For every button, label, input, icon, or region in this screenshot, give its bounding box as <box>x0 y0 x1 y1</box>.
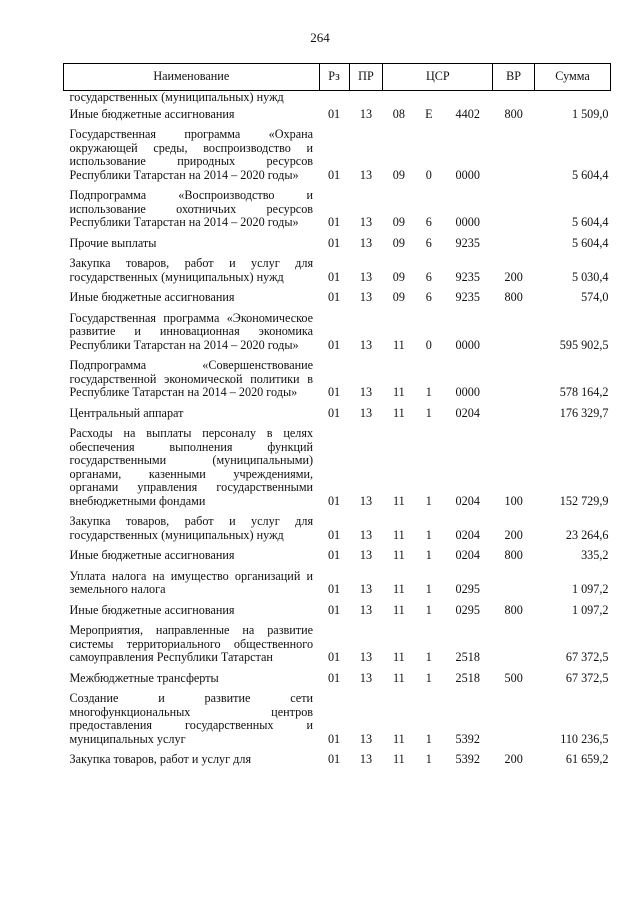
row-rz: 01 <box>327 385 341 399</box>
row-pr: 13 <box>359 215 373 229</box>
row-name: Создание и развитие сети многофункциональных центров предоставления государственных и муниципальных услуг <box>69 691 314 746</box>
row-csr-program: 11 <box>393 731 405 746</box>
row-name: Иные бюджетные ассигнования <box>69 548 235 562</box>
row-name: Подпрограмма «Воспроизводство и использование охотничьих ресурсов Республики Татарстан на 2014 – 2020 годы» <box>69 188 314 229</box>
row-sum: 176 329,7 <box>559 405 609 420</box>
row-pr: 13 <box>359 167 373 182</box>
header-sum: Сумма <box>535 64 611 91</box>
row-name: Межбюджетные трансферты <box>69 670 219 685</box>
row-sum: 152 729,9 <box>559 493 609 508</box>
table-row <box>64 312 611 360</box>
row-csr-subprogram: 1 <box>425 731 432 746</box>
row-csr-program: 11 <box>393 602 405 617</box>
header-rz: Рз <box>319 64 349 91</box>
row-vr: 800 <box>504 548 523 562</box>
row-rz: 01 <box>327 650 341 664</box>
row-csr-subprogram: 6 <box>425 269 432 284</box>
row-csr-program: 11 <box>393 405 405 420</box>
row-csr-code: 4402 <box>455 106 480 121</box>
row-name: Иные бюджетные ассигнования <box>69 602 235 617</box>
table-row <box>64 427 611 515</box>
row-csr-code <box>443 91 493 108</box>
row-name: Прочие выплаты <box>69 235 157 250</box>
row-vr: 200 <box>504 527 523 542</box>
row-name: Государственная программа «Экономическое развитие и инновационная экономика Республики Татарстан на 2014 – 2020 годы» <box>69 310 314 352</box>
row-pr: 13 <box>359 106 373 121</box>
row-csr-subprogram <box>415 91 443 108</box>
row-pr: 13 <box>359 337 373 352</box>
row-csr-subprogram: 0 <box>425 337 432 352</box>
row-rz: 01 <box>327 215 341 229</box>
header-pr: ПР <box>349 64 383 91</box>
table-row <box>64 237 611 258</box>
row-vr <box>493 407 535 428</box>
row-csr-program <box>383 91 415 108</box>
table-row <box>64 604 611 625</box>
row-vr: 500 <box>504 670 523 685</box>
row-sum: 61 659,2 <box>565 752 609 766</box>
budget-table <box>63 63 611 774</box>
row-name: Мероприятия, направленные на развитие системы территориального общественного самоуправления Республики Татарстан <box>69 623 314 664</box>
row-rz: 01 <box>327 548 341 562</box>
row-sum: 67 372,5 <box>565 670 609 685</box>
row-csr-program: 08 <box>392 106 405 121</box>
row-vr <box>493 359 535 407</box>
row-vr: 800 <box>504 602 523 617</box>
row-rz: 01 <box>327 106 341 121</box>
row-vr <box>493 237 535 258</box>
page-number: 264 <box>310 30 330 45</box>
row-sum: 1 097,2 <box>571 582 609 596</box>
row-csr-code: 0000 <box>455 215 480 229</box>
row-csr-program: 09 <box>392 167 405 182</box>
row-vr: 800 <box>504 106 523 121</box>
row-sum: 574,0 <box>581 290 609 304</box>
row-vr: 100 <box>504 493 523 508</box>
row-sum: 5 030,4 <box>571 269 609 284</box>
row-name: Государственная программа «Охрана окружающей среды, воспроизводство и использование природных ресурсов Республики Татарстан на 2014 – 2020 годы» <box>69 127 314 182</box>
row-rz: 01 <box>327 269 341 284</box>
row-sum: 595 902,5 <box>559 337 609 352</box>
row-rz: 01 <box>327 493 341 508</box>
row-csr-code: 9235 <box>455 235 480 250</box>
row-vr <box>493 128 535 189</box>
row-csr-subprogram: 1 <box>425 650 432 664</box>
table-row <box>64 624 611 672</box>
table-row <box>64 570 611 604</box>
row-vr <box>493 189 535 237</box>
row-vr <box>493 570 535 604</box>
row-vr: 200 <box>504 269 523 284</box>
row-pr: 13 <box>359 582 373 596</box>
row-rz: 01 <box>327 602 341 617</box>
table-header-row <box>64 64 611 91</box>
row-pr: 13 <box>359 269 373 284</box>
row-rz: 01 <box>327 527 341 542</box>
row-csr-code: 2518 <box>455 670 480 685</box>
row-name: Уплата налога на имущество организаций и земельного налога <box>69 568 314 596</box>
header-csr: ЦСР <box>383 64 493 91</box>
row-pr: 13 <box>359 752 373 766</box>
table-row <box>64 189 611 237</box>
row-csr-program: 11 <box>393 548 405 562</box>
row-csr-program: 11 <box>393 670 405 685</box>
row-sum: 5 604,4 <box>571 235 609 250</box>
table-row <box>64 672 611 693</box>
row-rz: 01 <box>327 337 341 352</box>
row-csr-code: 0204 <box>455 405 480 420</box>
row-sum: 5 604,4 <box>571 215 609 229</box>
row-pr: 13 <box>359 290 373 304</box>
row-csr-subprogram: 1 <box>425 602 432 617</box>
row-csr-subprogram: 1 <box>425 582 432 596</box>
row-name: Подпрограмма «Совершенствование государственной экономической политики в Республике Татарстан на 2014 – 2020 годы» <box>69 358 314 399</box>
row-vr: 200 <box>504 752 523 766</box>
row-csr-subprogram: 6 <box>425 290 432 304</box>
row-rz: 01 <box>327 167 341 182</box>
row-csr-program: 11 <box>393 650 405 664</box>
row-csr-code: 9235 <box>455 290 480 304</box>
row-csr-code: 9235 <box>455 269 480 284</box>
row-csr-subprogram: 6 <box>425 215 432 229</box>
row-sum: 67 372,5 <box>565 650 609 664</box>
row-sum: 110 236,5 <box>560 731 609 746</box>
table-row <box>64 91 611 108</box>
row-csr-code: 0000 <box>455 337 480 352</box>
row-vr <box>493 312 535 360</box>
header-name: Наименование <box>64 64 320 91</box>
row-csr-program: 11 <box>393 385 405 399</box>
row-sum: 1 097,2 <box>571 602 609 617</box>
row-sum: 5 604,4 <box>571 167 609 182</box>
row-name: Центральный аппарат <box>69 405 184 420</box>
row-vr <box>493 692 535 753</box>
table-row <box>64 257 611 291</box>
row-csr-program: 11 <box>393 527 405 542</box>
table-row <box>64 291 611 312</box>
row-sum <box>535 91 611 108</box>
table-row <box>64 515 611 549</box>
table-row <box>64 549 611 570</box>
row-sum: 335,2 <box>581 548 609 562</box>
row-name: Иные бюджетные ассигнования <box>69 106 235 121</box>
row-csr-code: 2518 <box>455 650 480 664</box>
row-csr-subprogram: 6 <box>425 235 432 250</box>
row-csr-subprogram: 1 <box>425 752 432 766</box>
row-csr-program: 09 <box>392 290 405 304</box>
row-sum: 23 264,6 <box>565 527 609 542</box>
row-pr: 13 <box>359 602 373 617</box>
row-csr-subprogram: 1 <box>425 527 432 542</box>
row-csr-program: 11 <box>393 337 405 352</box>
row-rz: 01 <box>327 235 341 250</box>
table-row <box>64 753 611 774</box>
row-csr-subprogram: 0 <box>425 167 432 182</box>
row-pr: 13 <box>359 650 373 664</box>
table-row <box>64 692 611 753</box>
row-vr <box>493 91 535 108</box>
row-pr: 13 <box>359 548 373 562</box>
row-vr: 800 <box>504 290 523 304</box>
row-name: государственных (муниципальных) нужд <box>69 90 284 104</box>
row-rz: 01 <box>327 752 341 766</box>
row-pr: 13 <box>359 493 373 508</box>
row-csr-code: 0000 <box>455 167 480 182</box>
row-csr-subprogram: 1 <box>425 548 432 562</box>
row-rz: 01 <box>327 582 341 596</box>
row-csr-code: 0204 <box>455 527 480 542</box>
row-csr-code: 0204 <box>455 493 480 508</box>
row-csr-program: 11 <box>393 493 405 508</box>
row-vr <box>493 624 535 672</box>
row-csr-code: 0295 <box>455 602 480 617</box>
row-csr-code: 0000 <box>455 385 480 399</box>
row-csr-program: 11 <box>393 752 405 766</box>
row-csr-code: 0295 <box>455 582 480 596</box>
row-pr: 13 <box>359 405 373 420</box>
row-pr: 13 <box>359 385 373 399</box>
row-rz: 01 <box>327 290 341 304</box>
row-csr-code: 5392 <box>455 731 480 746</box>
row-csr-subprogram: 1 <box>425 385 432 399</box>
row-csr-subprogram: 1 <box>425 405 432 420</box>
row-csr-subprogram: 1 <box>425 493 432 508</box>
row-rz <box>319 91 349 108</box>
table-row <box>64 108 611 129</box>
row-name: Закупка товаров, работ и услуг для государственных (муниципальных) нужд <box>69 514 314 542</box>
row-rz: 01 <box>327 670 341 685</box>
row-rz: 01 <box>327 405 341 420</box>
header-vr: ВР <box>493 64 535 91</box>
row-csr-code: 5392 <box>455 752 480 766</box>
row-name: Закупка товаров, работ и услуг для <box>69 752 252 766</box>
table-row <box>64 359 611 407</box>
row-pr: 13 <box>359 527 373 542</box>
row-name: Иные бюджетные ассигнования <box>69 290 235 304</box>
row-csr-subprogram: Е <box>425 106 433 121</box>
row-name: Закупка товаров, работ и услуг для государственных (муниципальных) нужд <box>69 256 314 284</box>
row-pr: 13 <box>359 235 373 250</box>
table-row <box>64 128 611 189</box>
row-csr-program: 11 <box>393 582 405 596</box>
row-pr: 13 <box>359 670 373 685</box>
row-pr <box>349 91 383 108</box>
row-sum: 1 509,0 <box>571 106 609 121</box>
row-csr-subprogram: 1 <box>425 670 432 685</box>
row-csr-program: 09 <box>392 215 405 229</box>
row-name: Расходы на выплаты персоналу в целях обеспечения выполнения функций государственными (муниципальными) органами, казенными учреждениями, органами управления государственными внебюджетными фондами <box>69 426 314 508</box>
row-csr-program: 09 <box>392 235 405 250</box>
row-csr-code: 0204 <box>455 548 480 562</box>
row-csr-program: 09 <box>392 269 405 284</box>
row-pr: 13 <box>359 731 373 746</box>
table-row <box>64 407 611 428</box>
row-rz: 01 <box>327 731 341 746</box>
row-sum: 578 164,2 <box>559 385 609 399</box>
